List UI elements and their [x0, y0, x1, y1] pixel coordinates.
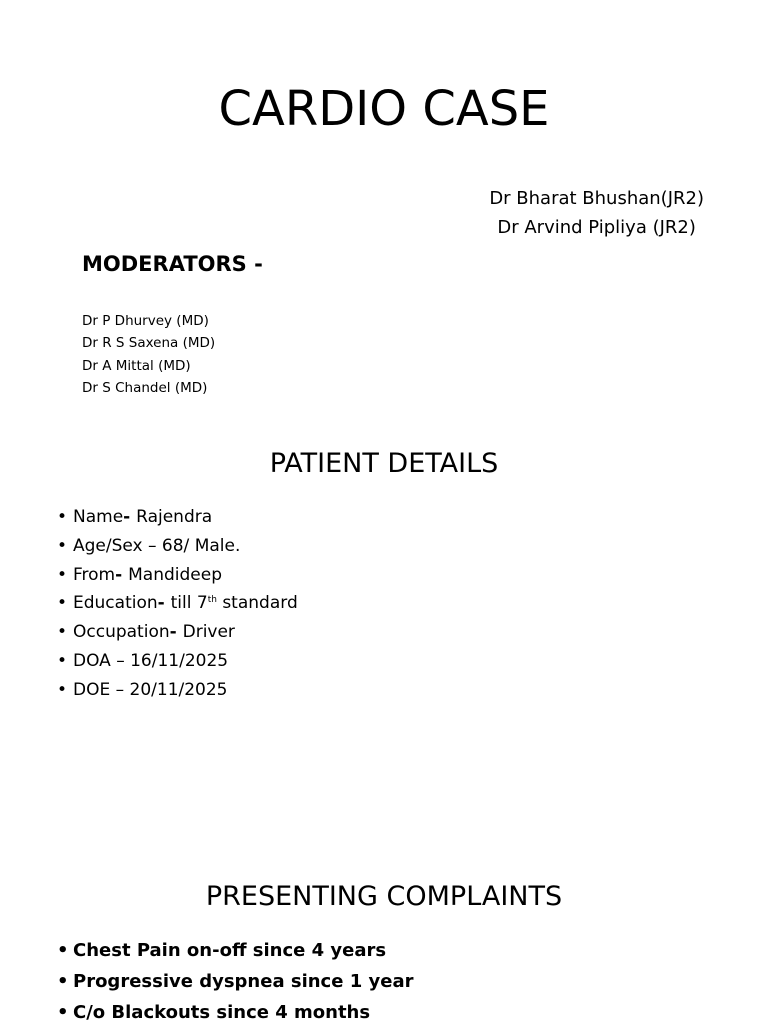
moderator-name: Dr R S Saxena (MD)	[82, 335, 216, 352]
detail-value: till 7	[170, 593, 208, 614]
patient-details-heading: PATIENT DETAILS	[269, 448, 499, 479]
moderators-list	[82, 310, 215, 399]
patient-age-sex-item	[57, 532, 298, 561]
moderator-name: Dr P Dhurvey (MD)	[82, 313, 209, 329]
detail-label: Occupation	[73, 622, 170, 643]
patient-from-item	[57, 561, 298, 590]
patient-education-item	[57, 589, 298, 618]
presenter-name: Dr Bharat Bhushan(JR2)	[489, 188, 704, 209]
detail-value: Mandideep	[128, 564, 222, 585]
detail-label: From	[73, 564, 116, 585]
detail-value: Rajendra	[136, 507, 213, 527]
detail-text: DOE – 20/11/2025	[73, 679, 228, 700]
detail-separator: -	[157, 593, 171, 614]
presenting-complaints-heading: PRESENTING COMPLAINTS	[205, 881, 563, 912]
complaint-item	[57, 966, 413, 997]
bullet-icon: •	[57, 679, 68, 700]
moderator-name: Dr S Chandel (MD)	[82, 379, 208, 396]
moderators-heading: MODERATORS -	[82, 252, 263, 276]
presenting-complaints-list	[57, 935, 413, 1028]
detail-label: Name	[73, 507, 124, 527]
bullet-icon: •	[57, 507, 68, 527]
detail-label: Education	[73, 593, 158, 614]
complaint-text: C/o Blackouts since 4 months	[73, 1002, 371, 1023]
complaint-text: Chest Pain on-off since 4 years	[73, 940, 387, 961]
detail-separator: -	[123, 507, 137, 527]
detail-text: Age/Sex – 68/ Male.	[73, 535, 241, 556]
detail-text: DOA – 16/11/2025	[73, 650, 229, 671]
detail-separator: -	[115, 564, 129, 585]
patient-doe-item	[57, 676, 298, 705]
detail-value: Driver	[182, 622, 235, 643]
patient-doa-item	[57, 647, 298, 676]
detail-separator: -	[169, 622, 183, 643]
presenters-block	[489, 184, 704, 242]
detail-superscript: th	[207, 595, 217, 606]
bullet-icon: •	[57, 650, 68, 671]
complaint-item	[57, 935, 413, 966]
bullet-icon: •	[57, 535, 68, 556]
presenter-name: Dr Arvind Pipliya (JR2)	[497, 217, 696, 238]
bullet-icon: •	[57, 622, 68, 643]
detail-value-suffix: standard	[216, 593, 298, 614]
bullet-icon: •	[57, 940, 69, 961]
bullet-icon: •	[57, 564, 68, 585]
patient-name-item	[57, 503, 298, 532]
bullet-icon: •	[57, 971, 69, 992]
complaint-text: Progressive dyspnea since 1 year	[73, 971, 414, 992]
bullet-icon: •	[57, 1002, 69, 1023]
bullet-icon: •	[57, 593, 68, 614]
patient-details-list	[57, 503, 298, 705]
patient-occupation-item	[57, 618, 298, 647]
moderator-name: Dr A Mittal (MD)	[82, 357, 191, 374]
page-title: CARDIO CASE	[218, 81, 550, 137]
complaint-item	[57, 997, 413, 1028]
